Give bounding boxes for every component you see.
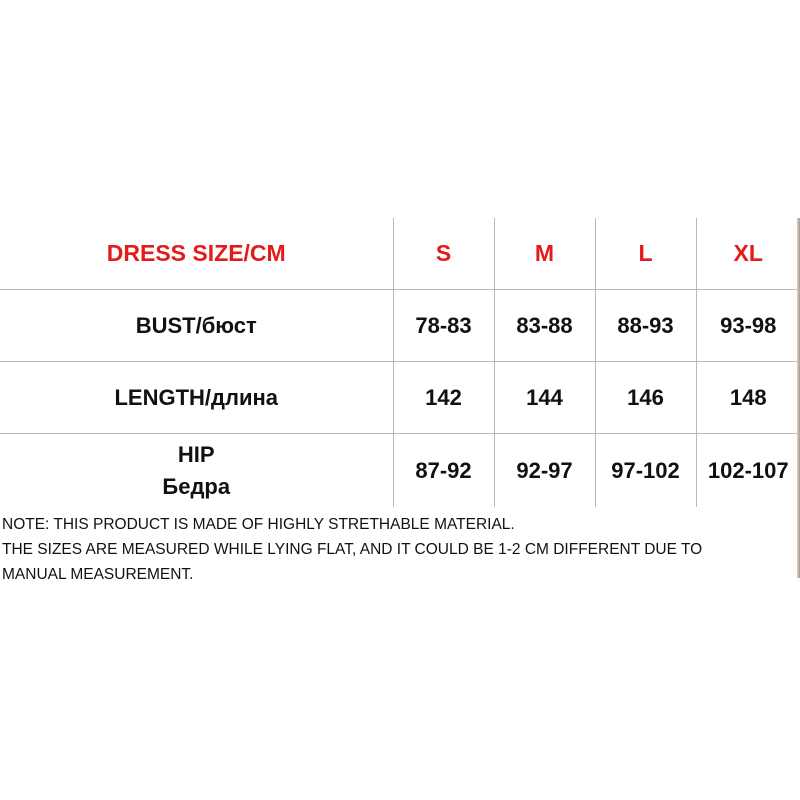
note-line: MANUAL MEASUREMENT. (2, 566, 194, 583)
table-cell: 83-88 (494, 290, 595, 362)
note-line: THE SIZES ARE MEASURED WHILE LYING FLAT, AND IT COULD BE 1-2 CM DIFFERENT DUE TO (2, 541, 703, 558)
size-label-header: DRESS SIZE/CM (0, 218, 393, 290)
size-header-s: S (393, 218, 494, 290)
measurement-note (2, 512, 798, 587)
table-cell: 144 (494, 362, 595, 434)
row-label-line: LENGTH/длина (114, 384, 279, 410)
table-cell: 92-97 (494, 434, 595, 508)
row-label-bust (0, 290, 393, 362)
size-header-m: M (494, 218, 595, 290)
table-cell: 88-93 (595, 290, 696, 362)
size-chart-table (0, 218, 800, 507)
table-cell: 97-102 (595, 434, 696, 508)
table-row-hip (0, 434, 800, 508)
table-cell: 148 (696, 362, 800, 434)
table-header-row (0, 218, 800, 290)
row-label-line: BUST/бюст (135, 312, 257, 338)
table-row-bust (0, 290, 800, 362)
row-label-line: Бедра (162, 473, 231, 499)
table-cell: 87-92 (393, 434, 494, 508)
table-cell: 93-98 (696, 290, 800, 362)
row-label-length (0, 362, 393, 434)
table-row-length (0, 362, 800, 434)
row-label-line: HIP (177, 441, 215, 467)
size-header-l: L (595, 218, 696, 290)
table-cell: 142 (393, 362, 494, 434)
table-cell: 146 (595, 362, 696, 434)
size-header-xl: XL (696, 218, 800, 290)
table-cell: 102-107 (696, 434, 800, 508)
row-label-hip (0, 434, 393, 508)
table-cell: 78-83 (393, 290, 494, 362)
note-line: NOTE: THIS PRODUCT IS MADE OF HIGHLY STRETHABLE MATERIAL. (2, 516, 515, 533)
